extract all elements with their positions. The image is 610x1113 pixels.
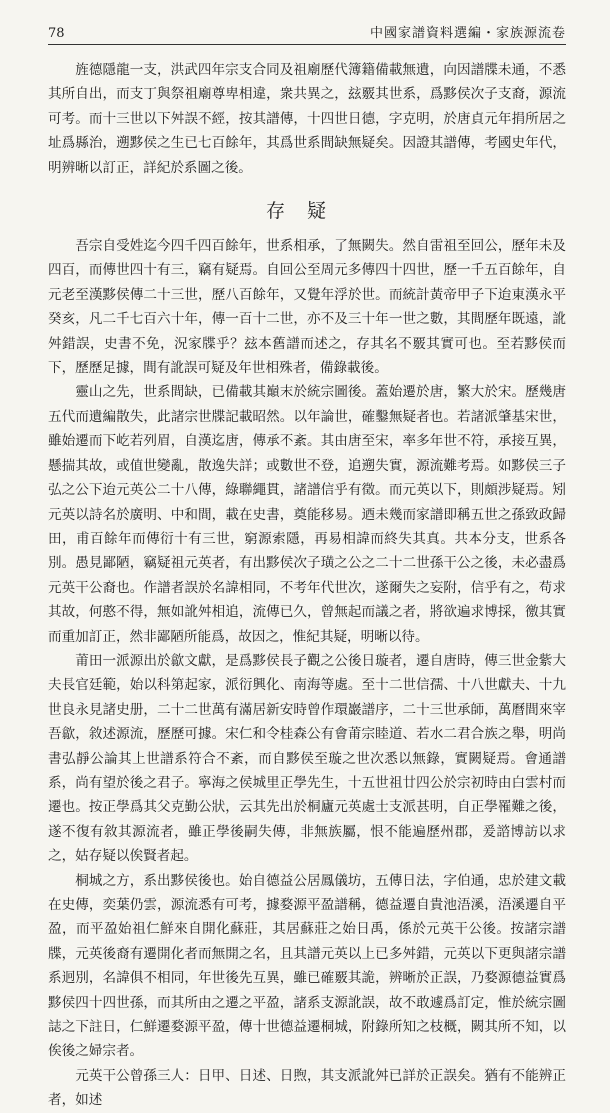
running-title: 中國家譜資料選編・家族源流卷 xyxy=(369,26,566,41)
intro-paragraph: 旌德隱龍一支，洪武四年宗支合同及祖廟歷代簿籍備載無遺，向因譜牒未通，不悉其所自出，而支丁與祭祖廟尊卑相違，衆共異之，玆覈其世系，爲黟侯次子支裔，源流可考。而十三世以下舛誤不經，按其譜傳，十四世日德，字克明，於唐貞元年捐所居之址爲縣治，遡黟侯之生已七百餘年，其爲世系間缺無疑矣。因證其譜傳，考國史年代，明辨晰以訂正，詳紀於系圖之後。 xyxy=(48,62,566,176)
page-header xyxy=(48,22,566,45)
page-number: 78 xyxy=(48,26,65,41)
section-title: 存疑 xyxy=(265,200,348,223)
paragraph-3: 莆田一派源出於歙文獻，是爲黟侯長子觀之公後日璇者，遷自唐時，傳三世金紫大夫長官廷範，始以科第起家，派衍興化、南海等處。至十二世信孺、十八世獻夫、十九世良永見諸史册，二十二世萬有滿居新安時曾作環巖譜序，二十三世承師，萬曆間來宰吾歙，敘述源流，歷歷可據。宋仁和令桂森公有會莆宗睦道、若水二君合族之舉，明尚書弘靜公論其上世譜系符合不紊，而自黟侯至璇之世次悉以無錄，實闕疑焉。會通譜系，尚有望於後之君子。寧海之侯城里正學先生，十五世祖廿四公於宗初時由白雲村而遷也。按正學爲其父克勤公狀，云其先出於桐廬元英處士支派甚明，自正學罹難之後，遂不復有敘其源流者，雖正學後嗣失傳，非無族屬，恨不能遍歷州郡，爰諮博訪以求之，姑存疑以俟賢者起。 xyxy=(48,652,566,865)
paragraph-1: 吾宗自受姓迄今四千四百餘年，世系相承，了無闕失。然自雷祖至回公，歷年未及四百，而傳世四十有三，竊有疑焉。自回公至周元多傳四十四世，歷一千五百餘年，自元老至漢黟侯傳二十三世，歷八百餘年，又覺年浮於世。而統計黃帝甲子下迨東漢永平癸亥，凡二千七百六十年，傳一百十二世，亦不及三十年一世之數，其間歷年既遠，訛舛錯誤，史書不免，況家牒乎？玆本舊譜而述之，存其名不覈其實可也。至若黟侯而下，歷歷足據，間有訛誤可疑及年世相殊者，備錄載後。 xyxy=(48,238,566,377)
paragraph-4: 桐城之方，系出黟侯後也。始自德益公居鳳儀坊，五傳日法，字伯通，忠於建文載在史傳，奕葉仍雲，源流悉有可考，據婺源平盈譜稱，德益遷自貴池浯溪，浯溪遷自平盈，而平盈始祖仁鮮來自開化蘇莊，其居蘇莊之始日禹，係於元英干公後。按諸宗譜牒，元英後裔有遷開化者而無開之名，且其譜元英以上已多舛錯，元英以下更與諸宗譜系迥別，名諱俱不相同，年世後先互異，雖已確覈其詭，辨晰於正誤，乃婺源德益實爲黟侯四十四世孫，而其所由之遷之平盈，諸系支源訛誤，故不敢遽爲訂定，惟於統宗圖誌之下註日，仁鮮遷婺源平盈，傳十世德益遷桐城，附錄所知之枝概，闕其所不知，以俟後之婦宗者。 xyxy=(48,872,566,1060)
paragraph-5: 元英干公曾孫三人：日甲、日述、日煦，其支派訛舛已詳於正誤矣。猶有不能辨正者，如述 xyxy=(48,1067,566,1109)
body-text xyxy=(48,58,566,1113)
paragraph-2: 靈山之先，世系間缺，已備載其巔末於統宗圖後。蓋始遷於唐，繁大於宋。歷幾唐五代而遺編散失，此諸宗世牒記載昭然。以年論世，確鑿無疑者也。若諸派肇基宋世，雖始遷而下屹若列眉，自漢迄唐，傳承不紊。其由唐至宋，率多年世不符，承接互異，懸揣其故，或值世變亂，散逸失詳；或數世不登，追遡失實，源流難考焉。如黟侯三子弘之公下迨元英公二十八傳，綠聯繩貫，諸譜信乎有徵。而元英以下，則頗涉疑焉。矧元英以詩名於廣明、中和間，載在史書，奠能移易。迺未幾而家譜即稱五世之孫致政歸田，甫百餘年而傳衍十有三世，窮源索隱，再易相諱而終失其真。共本分支，世系各別。愚見鄙陋，竊疑祖元英者，有出黟侯次子璜之公之二十二世孫干公之後，未必盡爲元英干公裔也。作譜者誤於名諱相同，不考年代世次，遂爾失之妄附，信乎有之，苟求其故，何憨不得，無如訛舛相追，流傳已久，曾無起而議之者，將欲遍求博採，徼其實而重加訂正，然非鄙陋所能爲，故因之，惟紀其疑，明晰以待。 xyxy=(48,384,566,645)
